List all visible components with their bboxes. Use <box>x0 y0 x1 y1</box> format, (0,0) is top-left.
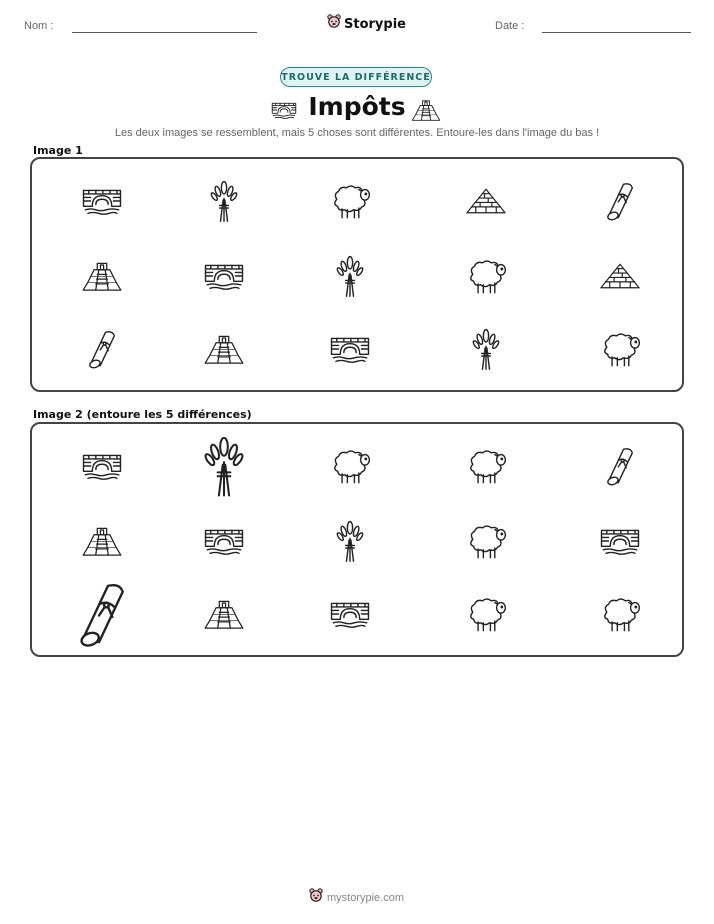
grid-cell <box>464 327 508 371</box>
page-title: Impôts <box>308 92 406 121</box>
grid-cell <box>598 254 642 298</box>
sheep-icon <box>464 444 508 488</box>
pyramid-icon <box>598 254 642 298</box>
pyramid-icon <box>464 179 508 223</box>
grid-cell[interactable] <box>328 592 372 636</box>
wheat-icon <box>464 327 508 371</box>
grid-cell <box>80 179 124 223</box>
grid-cell[interactable] <box>598 519 642 563</box>
temple-icon <box>80 519 124 563</box>
grid-cell <box>80 327 124 371</box>
scroll-icon <box>598 179 642 223</box>
temple-icon <box>80 254 124 298</box>
grid-cell[interactable] <box>80 444 124 488</box>
sheep-icon <box>598 592 642 636</box>
bridge-icon <box>598 519 642 563</box>
temple-icon <box>202 592 246 636</box>
grid-cell[interactable] <box>598 444 642 488</box>
instructions: Les deux images se ressemblent, mais 5 choses sont différentes. Entoure-les dans l'image du bas ! <box>114 127 600 139</box>
sheep-icon <box>328 444 372 488</box>
bridge-icon <box>328 592 372 636</box>
sheep-icon <box>598 327 642 371</box>
brand-name: Storypie <box>344 16 406 32</box>
bridge-icon <box>202 254 246 298</box>
wheat-icon <box>328 519 372 563</box>
scroll-icon <box>80 327 124 371</box>
footer <box>309 888 404 908</box>
grid-cell[interactable] <box>65 577 139 651</box>
wheat-icon <box>192 434 256 498</box>
bridge-icon <box>202 519 246 563</box>
grid-cell <box>464 179 508 223</box>
sheep-icon <box>328 179 372 223</box>
grid-cell[interactable] <box>328 444 372 488</box>
grid-cell[interactable] <box>80 519 124 563</box>
scroll-icon <box>598 444 642 488</box>
grid-cell[interactable] <box>464 519 508 563</box>
wheat-icon <box>328 254 372 298</box>
name-line[interactable] <box>72 32 257 33</box>
footer-site: mystorypie.com <box>327 892 405 904</box>
grid-cell <box>202 254 246 298</box>
temple-icon <box>202 327 246 371</box>
sheep-icon <box>464 592 508 636</box>
grid-cell <box>202 327 246 371</box>
temple-icon <box>410 94 442 130</box>
scroll-icon <box>65 577 139 651</box>
bear-icon <box>327 14 341 34</box>
grid-cell[interactable] <box>202 519 246 563</box>
image1-panel <box>30 157 684 392</box>
sheep-icon <box>464 254 508 298</box>
image2-label: Image 2 (entoure les 5 différences) <box>33 408 252 421</box>
grid-cell <box>328 327 372 371</box>
grid-cell[interactable] <box>464 444 508 488</box>
grid-cell <box>328 179 372 223</box>
grid-cell[interactable] <box>464 592 508 636</box>
bear-icon <box>309 888 323 908</box>
bridge-icon <box>328 327 372 371</box>
brand-logo <box>327 14 406 34</box>
wheat-icon <box>202 179 246 223</box>
bridge-icon <box>80 179 124 223</box>
grid-cell <box>328 254 372 298</box>
date-line[interactable] <box>542 32 691 33</box>
name-label: Nom : <box>24 20 54 32</box>
grid-cell <box>80 254 124 298</box>
grid-cell[interactable] <box>202 592 246 636</box>
grid-cell <box>464 254 508 298</box>
grid-cell[interactable] <box>328 519 372 563</box>
grid-cell <box>598 179 642 223</box>
grid-cell <box>598 327 642 371</box>
grid-cell[interactable] <box>192 434 256 498</box>
image2-panel[interactable] <box>30 422 684 657</box>
image1-label: Image 1 <box>33 144 83 157</box>
date-label: Date : <box>495 20 525 32</box>
grid-cell <box>202 179 246 223</box>
activity-badge: TROUVE LA DIFFÉRENCE <box>280 67 432 87</box>
grid-cell[interactable] <box>598 592 642 636</box>
sheep-icon <box>464 519 508 563</box>
bridge-icon <box>80 444 124 488</box>
